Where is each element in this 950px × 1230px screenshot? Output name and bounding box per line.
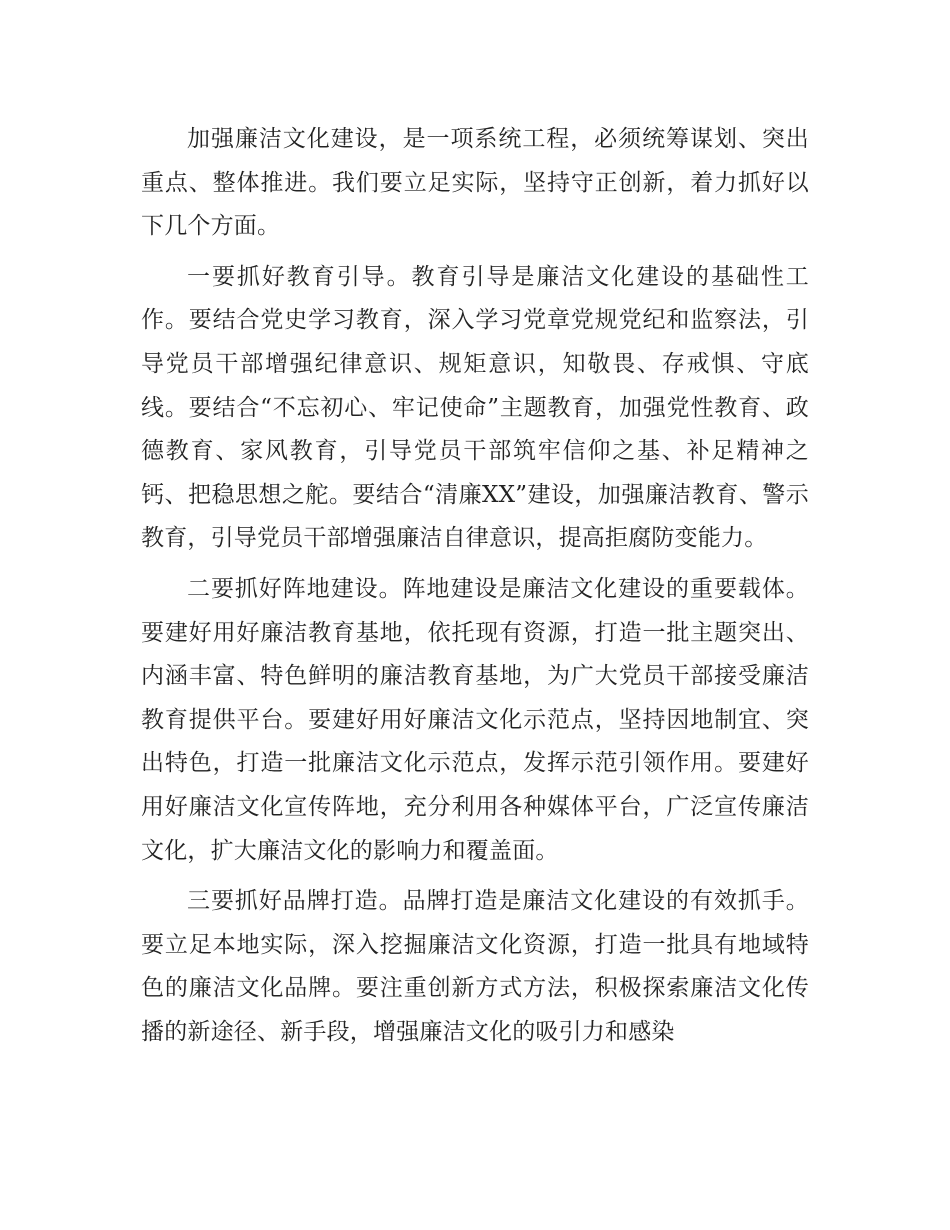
paragraph-intro: 加强廉洁文化建设，是一项系统工程，必须统筹谋划、突出重点、整体推进。我们要立足实际，坚持守正创新，着力抓好以下几个方面。 — [141, 126, 809, 240]
paragraph-education-guidance: 一要抓好教育引导。教育引导是廉洁文化建设的基础性工作。要结合党史学习教育，深入学习党章党规党纪和监察法，引导党员干部增强纪律意识、规矩意识，知敬畏、存戒惧、守底线。要结合“不忘初心、牢记使命”主题教育，加强党性教育、政德教育、家风教育，引导党员干部筑牢信仰之基、补足精神之钙、把稳思想之舵。要结合“清廉XX”建设，加强廉洁教育、警示教育，引导党员干部增强廉洁自律意识，提高拒腐防变能力。 — [141, 263, 809, 552]
paragraph-position-building: 二要抓好阵地建设。阵地建设是廉洁文化建设的重要载体。要建好用好廉洁教育基地，依托现有资源，打造一批主题突出、内涵丰富、特色鲜明的廉洁教育基地，为广大党员干部接受廉洁教育提供平台。要建好用好廉洁文化示范点，坚持因地制宜、突出特色，打造一批廉洁文化示范点，发挥示范引领作用。要建好用好廉洁文化宣传阵地，充分利用各种媒体平台，广泛宣传廉洁文化，扩大廉洁文化的影响力和覆盖面。 — [141, 575, 809, 864]
document-body — [141, 118, 809, 1054]
paragraph-brand-building: 三要抓好品牌打造。品牌打造是廉洁文化建设的有效抓手。要立足本地实际，深入挖掘廉洁文化资源，打造一批具有地域特色的廉洁文化品牌。要注重创新方式方法，积极探索廉洁文化传播的新途径、新手段，增强廉洁文化的吸引力和感染 — [141, 888, 809, 1045]
